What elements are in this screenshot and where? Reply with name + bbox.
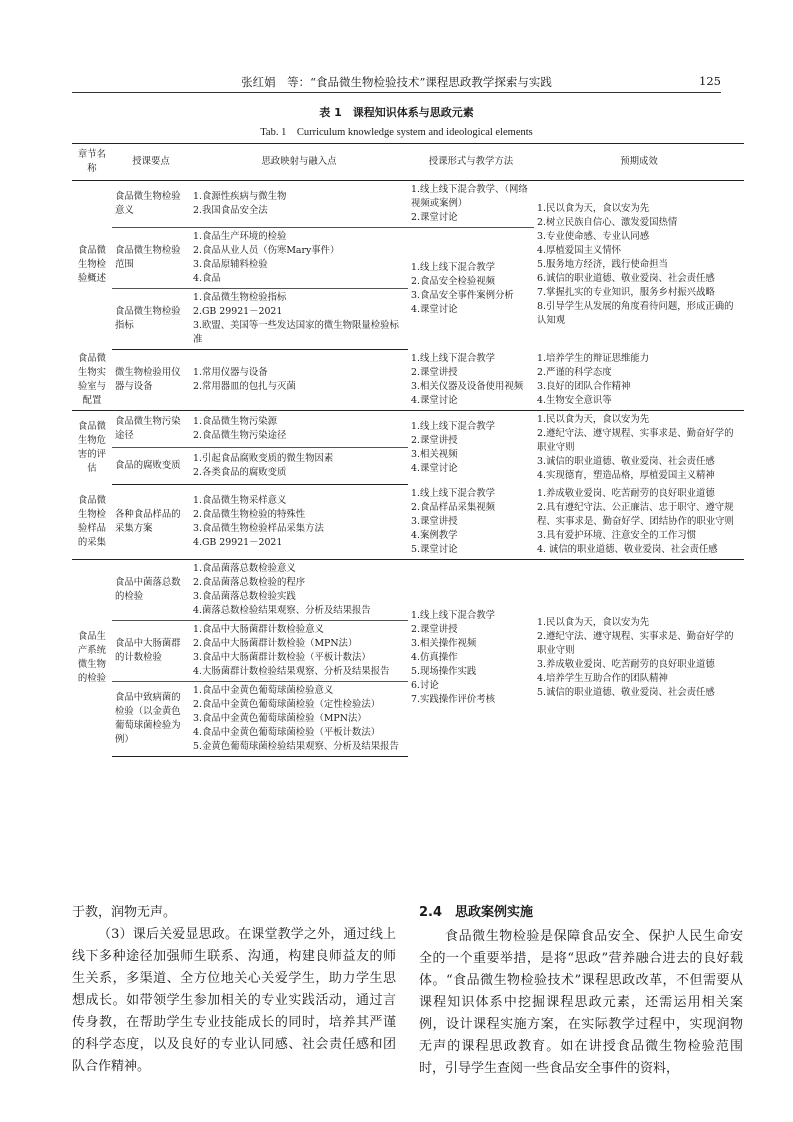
- ideological-elements: [190, 410, 408, 447]
- teaching-point: 微生物检验用仪器与设备: [112, 350, 190, 411]
- teaching-point: 食品的腐败变质: [112, 447, 190, 484]
- teaching-point: 各种食品样品的采集方案: [112, 485, 190, 560]
- teaching-point: 食品中大肠菌群的计数检验: [112, 620, 190, 681]
- cell-line: 2.食品样品采集视频: [411, 501, 495, 513]
- cell-line: 4.实现德育，塑造品格，厚植爱国主义精神: [537, 469, 715, 481]
- cell-line: 1.食品中金黄色葡萄球菌检验意义: [193, 684, 334, 696]
- header-points: 授课要点: [112, 144, 190, 181]
- cell-line: 4.食品中金黄色葡萄球菌检验（平板计数法）: [193, 726, 381, 738]
- cell-line: 1.常用仪器与设备: [193, 366, 268, 378]
- running-head-title: 张红娟 等：“食品微生物检验技术”课程思政教学探索与实践: [241, 75, 552, 89]
- cell-line: 4.案例教学: [411, 529, 458, 541]
- cell-line: 3.养成敬业爱岗、吃苦耐劳的良好职业道德: [537, 658, 715, 670]
- section-heading: 2.4 思政案例实施: [419, 905, 534, 920]
- expected-outcomes: [534, 485, 744, 560]
- ideological-elements: [190, 350, 408, 411]
- cell-line: 2.食品中大肠菌群计数检验（MPN法）: [193, 637, 358, 649]
- ideological-elements: [190, 681, 408, 756]
- cell-line: 7.掌握扎实的专业知识，服务乡村振兴战略: [537, 287, 715, 299]
- chapter-name: 食品微生物实验室与配置: [72, 350, 112, 411]
- header-methods: 授课形式与教学方法: [408, 144, 534, 181]
- running-head: [72, 74, 721, 93]
- teaching-point: 食品微生物检验范围: [112, 228, 190, 289]
- cell-line: 1.食品中大肠菌群计数检验意义: [193, 623, 324, 635]
- cell-line: 4.培养学生互助合作的团队精神: [537, 672, 668, 684]
- ideological-elements: [190, 228, 408, 289]
- cell-line: 7.实践操作评价考核: [411, 693, 495, 705]
- cell-line: 2.课堂讨论: [411, 212, 458, 223]
- teaching-methods: [408, 559, 534, 756]
- expected-outcomes: [534, 181, 744, 350]
- teaching-point: 食品微生物检验指标: [112, 289, 190, 350]
- ideological-elements: [190, 559, 408, 620]
- table-row: [72, 350, 744, 411]
- cell-line: 3.良好的团队合作精神: [537, 380, 631, 392]
- table-header-row: [72, 144, 744, 181]
- cell-line: 3.欧盟、美国等一些发达国家的微生物限量检验标准: [193, 320, 399, 345]
- chapter-name: 食品微生物危害的评估: [77, 420, 107, 474]
- ideological-elements: [190, 485, 408, 560]
- table-caption-en: Tab. 1 Curriculum knowledge system and ideological elements: [260, 127, 533, 138]
- cell-line: 1.培养学生的辩证思维能力: [537, 352, 650, 364]
- cell-line: 4.GB 29921－2021: [193, 536, 283, 548]
- cell-line: 6.讨论: [411, 679, 439, 691]
- cell-line: 5.现场操作实践: [411, 665, 477, 677]
- cell-line: 1.食品微生物检验指标: [193, 292, 287, 303]
- chapter-name: 食品生产系统微生物的检验: [77, 630, 107, 684]
- body-paragraph: 食品微生物检验是保障食品安全、保护人民生命安全的一个重要举措，是将“思政”营养融合进去的良好载体。“食品微生物检验技术”课程思政改革，不但需要从课程知识体系中挖掘课程思政元素，还需运用相关案例，设计课程实施方案，在实际教学过程中，实现润物无声的课程思政教育。如在讲授食品微生物检验范围时，引导学生查阅一些食品安全事件的资料，: [419, 929, 743, 1076]
- cell-line: 2.课堂讲授: [411, 366, 458, 378]
- cell-line: 1.民以食为天，食以安为先: [537, 413, 650, 425]
- cell-line: 2.食品从业人员（伤寒Mary事件）: [193, 245, 340, 256]
- table-row: [72, 410, 744, 447]
- cell-line: 4.大肠菌群计数检验结果观察、分析及结果报告: [193, 665, 390, 677]
- cell-line: 2.课堂讲授: [411, 434, 458, 446]
- cell-line: 2.各类食品的腐败变质: [193, 466, 287, 478]
- teaching-point: 食品中致病菌的检验（以金黄色葡萄球菌检验为例）: [112, 681, 190, 756]
- header-outcomes: 预期成效: [534, 144, 744, 181]
- cell-line: 3.课堂讲授: [411, 515, 458, 527]
- body-column-right: [419, 902, 743, 1080]
- cell-line: 4.课堂讨论: [411, 303, 458, 315]
- cell-line: 5.服务地方经济，践行使命担当: [537, 259, 668, 271]
- teaching-methods: [408, 350, 534, 411]
- cell-line: 1.食品微生物污染源: [193, 415, 277, 427]
- teaching-point: 食品微生物检验意义: [112, 181, 190, 228]
- cell-line: 3.食品中金黄色葡萄球菌检验（MPN法）: [193, 712, 367, 724]
- cell-line: 1.线上线下混合教学、（网络视频或案例）: [411, 184, 528, 209]
- cell-line: 2.遵纪守法、遵守规程、实事求是、勤奋好学的职业守则: [537, 630, 734, 656]
- page-number: 125: [699, 74, 721, 88]
- cell-line: 6.诚信的职业道德、敬业爱岗、社会责任感: [537, 273, 715, 285]
- body-column-left: [72, 902, 396, 1078]
- cell-line: 3.专业使命感、专业认同感: [537, 231, 650, 243]
- chapter-name: 食品微生物检验概述: [77, 245, 107, 285]
- ideological-elements: [190, 181, 408, 228]
- table-row: [72, 485, 744, 560]
- ideological-elements: [190, 447, 408, 484]
- header-chapter: 章节名称: [72, 144, 112, 181]
- cell-line: 2.严谨的科学态度: [537, 366, 612, 378]
- cell-line: 2.常用器皿的包扎与灭菌: [193, 380, 296, 392]
- teaching-methods: [408, 228, 534, 350]
- table-caption: [72, 104, 721, 139]
- cell-line: 1.食品菌落总数检验意义: [193, 562, 296, 574]
- cell-line: 2.食品菌落总数检验的程序: [193, 576, 306, 588]
- cell-line: 1.食源性疾病与微生物: [193, 191, 287, 202]
- cell-line: 1.线上线下混合教学: [411, 487, 495, 499]
- cell-line: 1.线上线下混合教学: [411, 261, 495, 273]
- table-row: [72, 181, 744, 228]
- teaching-point: 食品微生物污染途径: [112, 410, 190, 447]
- table-caption-cn: 表 1 课程知识体系与思政元素: [319, 106, 474, 119]
- expected-outcomes: [534, 350, 744, 411]
- body-paragraph: 于教，润物无声。: [72, 905, 177, 920]
- cell-line: 1.养成敬业爱岗、吃苦耐劳的良好职业道德: [537, 487, 715, 499]
- cell-line: 5.金黄色葡萄球菌检验结果观察、分析及结果报告: [193, 740, 399, 752]
- teaching-point: 食品中菌落总数的检验: [112, 559, 190, 620]
- curriculum-table: [72, 143, 744, 757]
- cell-line: 4. 诚信的职业道德、敬业爱岗、社会责任感: [537, 543, 718, 555]
- expected-outcomes: [534, 559, 744, 756]
- cell-line: 2.树立民族自信心、激发爱国热情: [537, 217, 678, 229]
- cell-line: 5.诚信的职业道德、敬业爱岗、社会责任感: [537, 686, 715, 698]
- chapter-name: 食品微生物检验样品的采集: [72, 485, 112, 560]
- header-elements: 思政映射与融入点: [190, 144, 408, 181]
- cell-line: 2.食品安全检验视频: [411, 275, 495, 287]
- cell-line: 1.线上线下混合教学: [411, 609, 495, 621]
- expected-outcomes: [534, 410, 744, 485]
- cell-line: 2.GB 29921－2021: [193, 306, 283, 317]
- cell-line: 3.食品安全事件案例分析: [411, 289, 514, 301]
- cell-line: 3.食品菌落总数检验实践: [193, 590, 296, 602]
- teaching-methods: [408, 485, 534, 560]
- cell-line: 3.相关视频: [411, 448, 458, 460]
- cell-line: 4.生物安全意识等: [537, 394, 612, 406]
- cell-line: 1.线上线下混合教学: [411, 420, 495, 432]
- cell-line: 4.课堂讨论: [411, 462, 458, 474]
- cell-line: 1.民以食为天，食以安为先: [537, 203, 650, 215]
- ideological-elements: [190, 620, 408, 681]
- cell-line: 4.课堂讨论: [411, 394, 458, 406]
- cell-line: 3.食品微生物检验样品采集方法: [193, 522, 324, 534]
- cell-line: 1.食品生产环境的检验: [193, 231, 287, 242]
- cell-line: 2.食品微生物污染途径: [193, 429, 287, 441]
- cell-line: 4.厚植爱国主义情怀: [537, 245, 621, 257]
- cell-line: 4.菌落总数检验结果观察、分析及结果报告: [193, 604, 371, 616]
- teaching-methods: [408, 181, 534, 228]
- cell-line: 2.我国食品安全法: [193, 205, 268, 216]
- cell-line: 1.线上线下混合教学: [411, 352, 495, 364]
- cell-line: 4.仿真操作: [411, 651, 458, 663]
- body-paragraph: （3）课后关爱显思政。在课堂教学之外，通过线上线下多种途径加强师生联系、沟通，构建良师益友的师生关系，多渠道、全方位地关心关爱学生，助力学生思想成长。如带领学生参加相关的专业实践活动，通过言传身教，在帮助学生专业技能成长的同时，培养其严谨的科学态度，以及良好的专业认同感、社会责任感和团队合作精神。: [72, 927, 396, 1074]
- ideological-elements: [190, 289, 408, 350]
- cell-line: 2.食品中金黄色葡萄球菌检验（定性检验法）: [193, 698, 381, 710]
- cell-line: 2.具有遵纪守法、公正廉洁、忠于职守、遵守规程、实事求是、勤奋好学、团结协作的职业守则: [537, 501, 734, 527]
- cell-line: 2.食品微生物检验的特殊性: [193, 508, 306, 520]
- cell-line: 1.民以食为天，食以安为先: [537, 616, 650, 628]
- cell-line: 4.食品: [193, 273, 221, 284]
- cell-line: 8.引导学生从发展的角度看待问题，形成正确的认知观: [537, 301, 734, 327]
- cell-line: 2.课堂讲授: [411, 623, 458, 635]
- cell-line: 5.课堂讨论: [411, 543, 458, 555]
- cell-line: 3.具有爱护环境、注意安全的工作习惯: [537, 529, 696, 541]
- cell-line: 3.食品中大肠菌群计数检验（平板计数法）: [193, 651, 371, 663]
- cell-line: 3.诚信的职业道德、敬业爱岗、社会责任感: [537, 455, 715, 467]
- cell-line: 3.相关仪器及设备使用视频: [411, 380, 524, 392]
- table-body: [72, 181, 744, 757]
- cell-line: 1.食品微生物采样意义: [193, 494, 287, 506]
- teaching-methods: [408, 410, 534, 485]
- cell-line: 3.相关操作视频: [411, 637, 477, 649]
- cell-line: 1.引起食品腐败变质的微生物因素: [193, 452, 334, 464]
- cell-line: 3.食品原辅料检验: [193, 259, 268, 270]
- cell-line: 2.遵纪守法、遵守规程、实事求是、勤奋好学的职业守则: [537, 427, 734, 453]
- table-row: [72, 559, 744, 620]
